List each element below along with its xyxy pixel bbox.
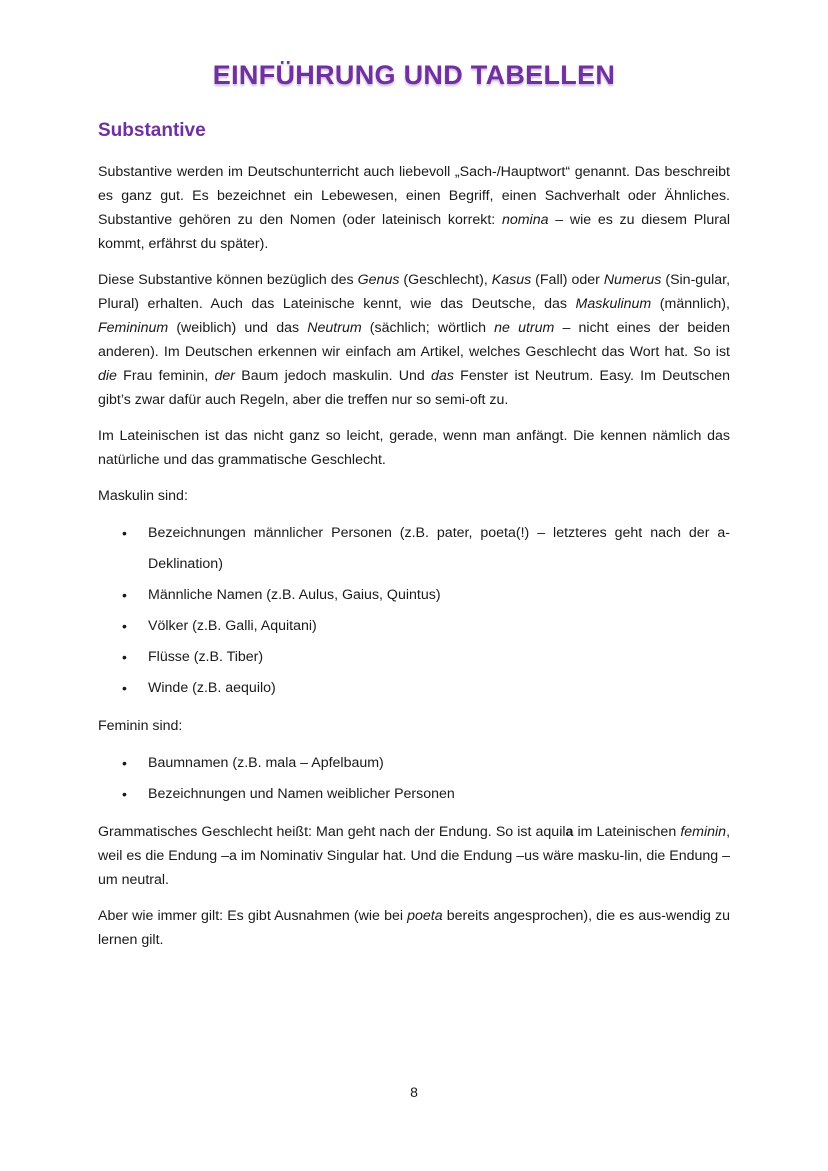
paragraph-intro: Substantive werden im Deutschunterricht auch liebevoll „Sach-/Hauptwort“ genannt. Das beschreibt es ganz gut. Es bezeichnet ein Lebewesen, einen Begriff, einen Sachverhalt oder Ähnliches. Substantive gehören zu den Nomen (oder lateinisch korrekt: nomina – wie es zu diesem Plural kommt, erfährst du später). xyxy=(98,164,730,252)
paragraph-latin-gender: Im Lateinischen ist das nicht ganz so leicht, gerade, wenn man anfängt. Die kennen nämlich das natürliche und das grammatische Geschlecht. xyxy=(98,428,730,468)
bullet-icon: • xyxy=(122,649,127,665)
paragraph-grammatical-gender: Grammatisches Geschlecht heißt: Man geht nach der Endung. So ist aquila im Lateinischen feminin, weil es die Endung –a im Nominativ Singular hat. Und die Endung –us wäre masku-lin, die Endung –um neutral. xyxy=(98,824,731,888)
paragraph-exceptions: Aber wie immer gilt: Es gibt Ausnahmen (wie bei poeta bereits angesprochen), die es aus-wendig zu lernen gilt. xyxy=(98,908,730,948)
bullet-icon: • xyxy=(122,525,127,541)
list-item: • Bezeichnungen und Namen weiblicher Personen xyxy=(148,779,730,810)
bullet-icon: • xyxy=(122,680,127,696)
masculine-list xyxy=(98,518,730,704)
document-title: EINFÜHRUNG UND TABELLEN xyxy=(212,60,616,90)
list-item: • Männliche Namen (z.B. Aulus, Gaius, Quintus) xyxy=(148,580,730,611)
paragraph-genus: Diese Substantive können bezüglich des Genus (Geschlecht), Kasus (Fall) oder Numerus (Sin-gular, Plural) erhalten. Auch das Lateinische kennt, wie das Deutsche, das Maskulinum (männlich), Femininum (weiblich) und das Neutrum (sächlich; wörtlich ne utrum – nicht eines der beiden anderen). Im Deutschen erkennen wir einfach am Artikel, welches Geschlecht das Wort hat. So ist die Frau feminin, der Baum jedoch maskulin. Und das Fenster ist Neutrum. Easy. Im Deutschen gibt’s zwar dafür auch Regeln, aber die treffen nur so semi-oft zu. xyxy=(98,272,731,408)
feminine-list xyxy=(98,748,730,810)
bullet-icon: • xyxy=(122,587,127,603)
document-body xyxy=(98,160,730,964)
list-item: • Völker (z.B. Galli, Aquitani) xyxy=(148,611,730,642)
list-item: • Baumnamen (z.B. mala – Apfelbaum) xyxy=(148,748,730,779)
list-item: • Bezeichnungen männlicher Personen (z.B. pater, poeta(!) – letzteres geht nach der a-Deklination) xyxy=(148,518,730,580)
feminine-label: Feminin sind: xyxy=(98,718,183,734)
list-item: • Flüsse (z.B. Tiber) xyxy=(148,642,730,673)
bullet-icon: • xyxy=(122,755,127,771)
masculine-label: Maskulin sind: xyxy=(98,488,188,504)
bullet-icon: • xyxy=(122,618,127,634)
section-heading: Substantive xyxy=(98,120,206,141)
bullet-icon: • xyxy=(122,786,127,802)
page-number: 8 xyxy=(410,1084,418,1100)
list-item: • Winde (z.B. aequilo) xyxy=(148,673,730,704)
